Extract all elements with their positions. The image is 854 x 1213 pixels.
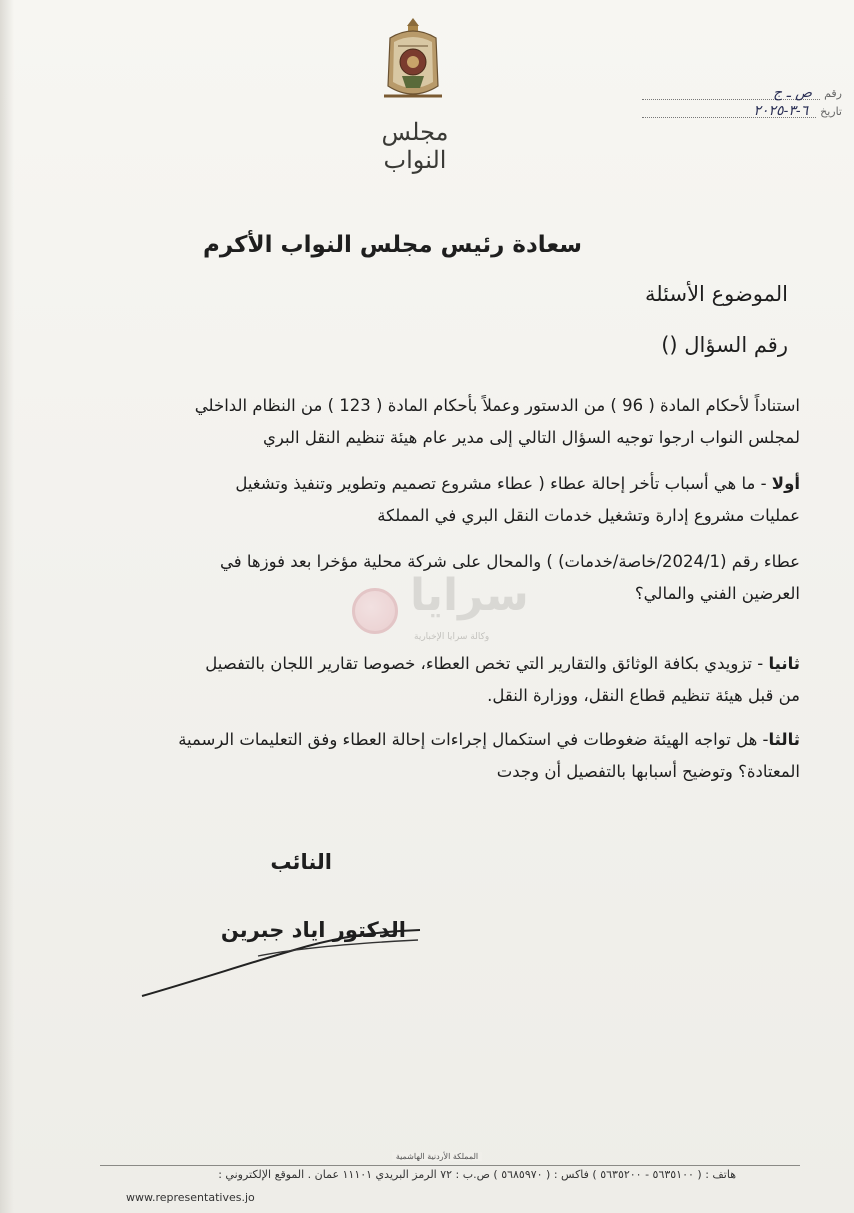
ref-number-value: ص ـ ج [773,85,813,101]
question-third-label: ثالثا [768,730,800,749]
question-first [235,468,800,532]
paragraph-line: - تزويدي بكافة الوثائق والتقارير التي تخص العطاء، خصوصا تقارير اللجان بالتفصيل [205,654,769,673]
footer-contact: هاتف : ( ٥٦٣٥١٠٠ - ٥٦٣٥٢٠٠ ) فاكس : ( ٥٦٨٥٩٧٠ ) ص.ب : ٧٢ الرمز البريدي ١١١٠١ عمان . الموقع الإلكتروني : [218,1168,736,1181]
reference-block [642,82,842,118]
signer-title: النائب [270,850,332,874]
paragraph-line: - ما هي أسباب تأخر إحالة عطاء ( عطاء مشروع تصميم وتطوير وتنفيذ وتشغيل [235,474,772,493]
paragraph-line: عطاء رقم (2024/1/خاصة/خدمات) ) والمحال على شركة محلية مؤخرا بعد فوزها في [219,552,800,571]
question-second-label: ثانيا [768,654,800,673]
paragraph-line: - هل تواجه الهيئة ضغوطات في استكمال إجراءات إحالة العطاء وفق التعليمات الرسمية [178,730,769,749]
footer-emblem-text: المملكة الأردنية الهاشمية [392,1152,482,1161]
ref-date-value: ٦-٣-٢٠٢٥ [753,103,809,119]
ref-number-line [642,82,842,100]
watermark-text: سرايا [410,570,529,621]
paragraph-line: لمجلس النواب ارجوا توجيه السؤال التالي إلى مدير عام هيئة تنظيم النقل البري [263,428,800,447]
paragraph-line: عمليات مشروع إدارة وتشغيل خدمات النقل البري في المملكة [377,506,800,525]
council-name: مجلس النواب [381,118,449,174]
question-first-label: أولا [771,474,800,493]
ref-date-label: تاريخ [820,105,842,118]
ref-number-label: رقم [824,87,842,100]
question-number: رقم السؤال () [661,333,788,357]
footer-divider [100,1165,800,1166]
intro-paragraph [195,390,800,454]
signer-name: الدكتور اياد جبرين [220,918,406,942]
jordan-coat-of-arms-icon [380,16,446,106]
addressee-heading: سعادة رئيس مجلس النواب الأكرم [202,232,582,258]
paragraph-line: المعتادة؟ وتوضيح أسبابها بالتفصيل أن وجدت [496,762,800,781]
sarayanews-watermark [352,560,529,660]
question-second [205,648,800,712]
paragraph-line: من قبل هيئة تنظيم قطاع النقل، ووزارة النقل. [487,686,800,705]
question-third [178,724,800,788]
footer-website: www.representatives.jo [126,1191,255,1204]
paragraph-line: العرضين الفني والمالي؟ [634,584,800,603]
subject-line: الموضوع الأسئلة [644,282,788,306]
paragraph-line: استناداً لأحكام المادة ( 96 ) من الدستور وعملاً بأحكام المادة ( 123 ) من النظام الداخلي [194,396,800,415]
ref-date-line [642,100,842,118]
globe-icon [352,588,398,634]
watermark-subtext: وكالة سرايا الإخبارية [414,632,490,642]
